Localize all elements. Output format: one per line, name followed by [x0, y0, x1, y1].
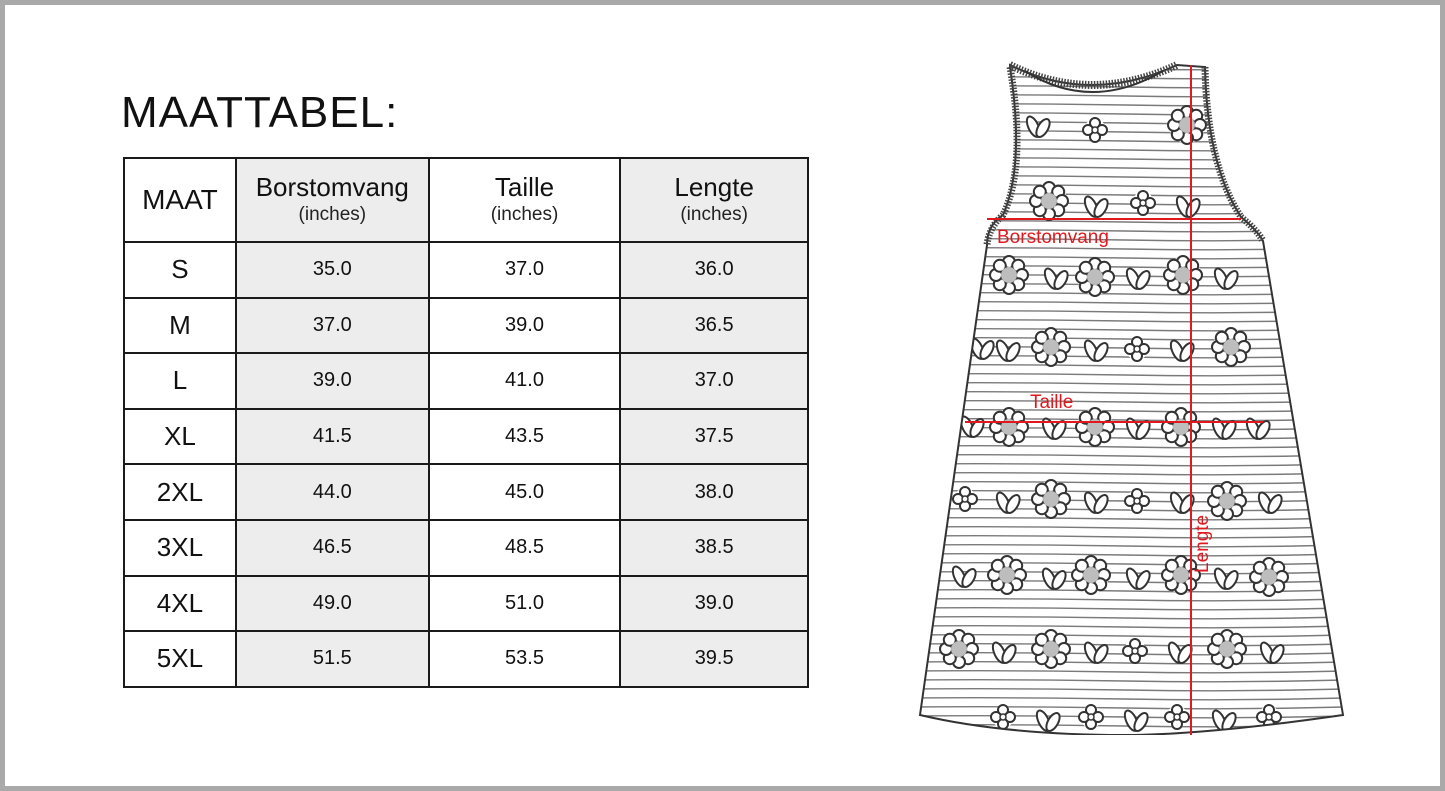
bust-cell: 37.0	[236, 298, 429, 354]
size-cell: 5XL	[124, 631, 236, 687]
waist-cell: 41.0	[429, 353, 621, 409]
size-cell: 2XL	[124, 464, 236, 520]
header-waist-unit: (inches)	[490, 204, 559, 225]
bust-cell: 44.0	[236, 464, 429, 520]
table-row	[124, 242, 808, 298]
size-cell: L	[124, 353, 236, 409]
header-bust-label: Borstomvang	[255, 172, 409, 202]
length-label: Lengte	[1192, 514, 1213, 573]
dress-illustration	[905, 55, 1345, 735]
bust-cell: 39.0	[236, 353, 429, 409]
header-waist-label: Taille	[494, 172, 555, 202]
header-bust	[236, 158, 429, 242]
length-cell: 39.5	[620, 631, 808, 687]
table-row	[124, 520, 808, 576]
waist-cell: 45.0	[429, 464, 621, 520]
waist-cell: 53.5	[429, 631, 621, 687]
bust-cell: 49.0	[236, 576, 429, 632]
size-cell: 4XL	[124, 576, 236, 632]
waist-cell: 39.0	[429, 298, 621, 354]
length-cell: 36.5	[620, 298, 808, 354]
length-cell: 38.0	[620, 464, 808, 520]
bust-cell: 51.5	[236, 631, 429, 687]
bust-cell: 41.5	[236, 409, 429, 465]
size-cell: 3XL	[124, 520, 236, 576]
waist-cell: 43.5	[429, 409, 621, 465]
size-cell: M	[124, 298, 236, 354]
size-chart-table	[123, 157, 809, 688]
header-bust-unit: (inches)	[298, 204, 367, 225]
length-cell: 37.0	[620, 353, 808, 409]
page-title: MAATTABEL:	[121, 88, 399, 137]
table-row	[124, 464, 808, 520]
header-waist	[429, 158, 621, 242]
table-row	[124, 409, 808, 465]
bust-cell: 46.5	[236, 520, 429, 576]
length-cell: 39.0	[620, 576, 808, 632]
header-size: MAAT	[124, 158, 236, 242]
table-row	[124, 631, 808, 687]
size-cell: S	[124, 242, 236, 298]
waist-cell: 37.0	[429, 242, 621, 298]
header-length	[620, 158, 808, 242]
size-cell: XL	[124, 409, 236, 465]
waist-label: Taille	[1030, 392, 1074, 413]
table-row	[124, 298, 808, 354]
table-header-row	[124, 158, 808, 242]
length-cell: 36.0	[620, 242, 808, 298]
waist-cell: 51.0	[429, 576, 621, 632]
header-length-label: Lengte	[674, 172, 754, 202]
waist-cell: 48.5	[429, 520, 621, 576]
length-cell: 38.5	[620, 520, 808, 576]
length-cell: 37.5	[620, 409, 808, 465]
table-row	[124, 576, 808, 632]
table-row	[124, 353, 808, 409]
header-length-unit: (inches)	[680, 204, 748, 225]
bust-label: Borstomvang	[997, 227, 1109, 248]
bust-cell: 35.0	[236, 242, 429, 298]
